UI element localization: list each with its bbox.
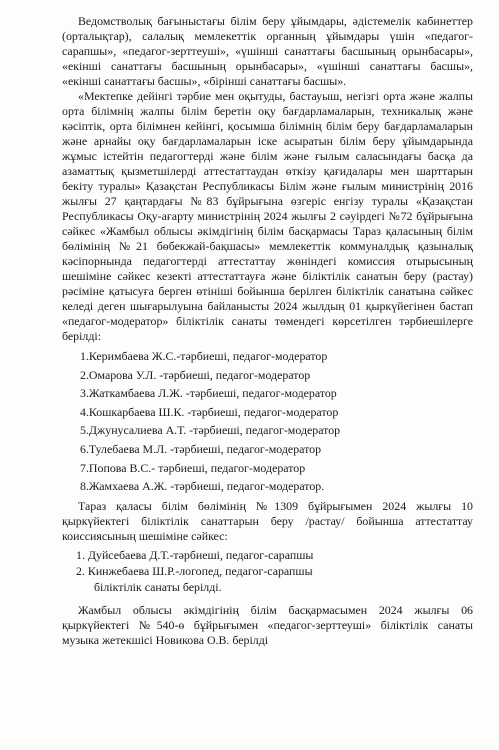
list-item: 5.Джунусалиева А.Т. -тәрбиеші, педагог-модератор — [80, 423, 341, 438]
list-item: 6.Тулебаева М.Л. -тәрбиеші, педагог-модератор — [80, 441, 322, 456]
list-item: 3.Жаткамбаева Л.Ж. -тәрбиеші, педагог-модератор — [80, 386, 337, 401]
list-item: 2.Омарова У.Л. -тәрбиеші, педагог-модератор — [80, 367, 311, 382]
experts-note: біліктілік санаты берілді. — [94, 579, 222, 594]
list-item: 1.Керимбаева Ж.С.-тәрбиеші, педагог-модератор — [80, 349, 328, 363]
list-item: 4.Кошкарбаева Ш.К. -тәрбиеші, педагог-модератор — [80, 404, 339, 419]
paragraph-main: «Мектепке дейінгі тәрбие мен оқытуды, бастауыш, негізгі орта және жалпы орта білімнің жалпы білім беретін оқу бағдарламаларын, техникалық және кәсіптік, орта білімнен кейінгі, қосымша білімнің білім беру бағдарламаларын және арнайы оқу бағдарламаларын іске асыратын білім беру ұйымдарында жұмыс істейтін педагогтерді және білім және ғылым саласындағы басқа да азаматтық қызметшілерді аттестаттаудан өткізу қағидалары мен шарттарын бекіту туралы» Қазақстан Республикасы Білім және ғылым министрінің 2016 жылғы 27 қаңтардағы №83 бұйрығына өзгеріс енгізу туралы «Қазақстан Республикасы Оқу-ағарту министрінің 2024 жылғы 2 сәуірдегі №72 бұйрығына сәйкес «Жамбыл облысы әкімдігінің білім басқармасы Тараз қаласының білім бөлімінің №21 бөбекжай-бақшасы» мемлекеттік коммуналдық қазыналық кәсіпорнында педагогтерді аттестаттау жөніндегі комиссия отырысының шешіміне сәйкес кезекті аттестаттауға және біліктілік санатын беру (растау) рәсіміне қатысуға берген өтініші бойынша берілген біліктілік санатына сәйкес келеді деген шығарылуына байланысты 2024 жылдың 01 қыркүйегінен бастап «педагог-модератор» біліктілік санаты төмендегі көрсетілген тәрбиешілерге берілді: — [62, 89, 473, 343]
expert-list — [62, 547, 473, 595]
list-item: 8.Жамхаева А.Ж. -тәрбиеші, педагог-модератор. — [80, 479, 325, 494]
moderator-list — [62, 347, 473, 496]
list-item: 1. Дуйсебаева Д.Т.-тәрбиеші, педагог-сарапшы — [76, 547, 314, 562]
list-item: 2. Кинжебаева Ш.Р.-логопед, педагог-сарапшы — [76, 563, 313, 578]
paragraph-commission: Тараз қаласы білім бөлімінің №1309 бұйрығымен 2024 жылғы 10 қыркүйектегі біліктілік санаттарын беру /растау/ бойынша аттестаттау коиссиясының шешіміне сәйкес: — [62, 498, 473, 543]
paragraph-intro: Ведомстволық бағыныстағы білім беру ұйымдары, әдістемелік кабинеттер (орталықтар), салалық мемлекеттік органның ұйымдары үшін «педагог-сарапшы», «педагог-зерттеуші», «үшінші санаттағы басшының орынбасары», «екінші санаттағы басшының орынбасары», «үшінші санаттағы басшы», «екінші санаттағы басшы», «бірінші санаттағы басшы». — [62, 14, 473, 88]
list-item: 7.Попова В.С.- тәрбиеші, педагог-модератор — [80, 460, 306, 475]
paragraph-researcher: Жамбыл облысы әкімдігінің білім басқармасымен 2024 жылғы 06 қыркүйектегі №540-ө бұйрығымен «педагог-зерттеуші» біліктілік санаты музыка жетекшісі Новикова О.В. берілді — [62, 602, 473, 647]
